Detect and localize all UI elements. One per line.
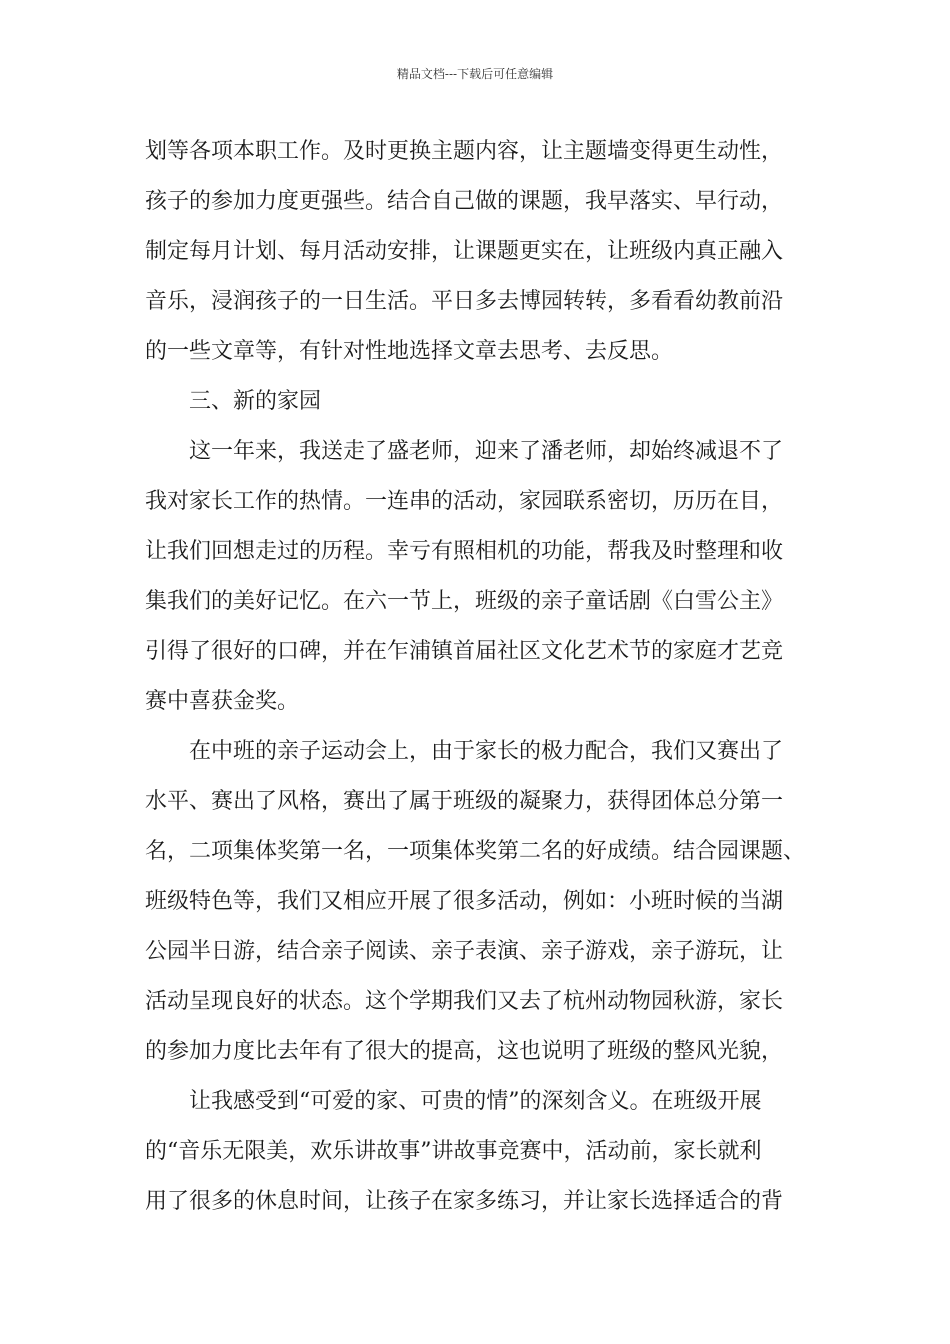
text-line: 引得了很好的口碑，并在乍浦镇首届社区文化艺术节的家庭才艺竞 bbox=[145, 639, 784, 664]
paragraph-start: 让我感受到“可爱的家、可贵的情”的深刻含义。在班级开展 bbox=[189, 1089, 762, 1114]
text-line: 赛中喜获金奖。 bbox=[145, 689, 300, 714]
text-line: 孩子的参加力度更强些。结合自己做的课题，我早落实、早行动， bbox=[145, 189, 784, 214]
page-header: 精品文档---下载后可任意编辑 bbox=[396, 67, 554, 81]
text-line: 用了很多的休息时间，让孩子在家多练习，并让家长选择适合的背 bbox=[145, 1189, 784, 1214]
text-line: 制定每月计划、每月活动安排，让课题更实在，让班级内真正融入 bbox=[145, 239, 784, 264]
text-line: 的参加力度比去年有了很大的提高，这也说明了班级的整风光貌， bbox=[145, 1039, 784, 1064]
paragraph-start: 在中班的亲子运动会上，由于家长的极力配合，我们又赛出了 bbox=[189, 739, 784, 764]
section-heading: 三、新的家园 bbox=[189, 389, 322, 414]
text-line: 的一些文章等，有针对性地选择文章去思考、去反思。 bbox=[145, 339, 674, 364]
text-line: 集我们的美好记忆。在六一节上，班级的亲子童话剧《白雪公主》 bbox=[145, 589, 784, 614]
text-line: 活动呈现良好的状态。这个学期我们又去了杭州动物园秋游，家长 bbox=[145, 989, 784, 1014]
text-line: 划等各项本职工作。及时更换主题内容，让主题墙变得更生动性， bbox=[145, 139, 784, 164]
text-line: 的“音乐无限美，欢乐讲故事”讲故事竞赛中，活动前，家长就利 bbox=[145, 1139, 762, 1164]
text-line: 名，二项集体奖第一名，一项集体奖第二名的好成绩。结合园课题、 bbox=[145, 839, 806, 864]
text-line: 让我们回想走过的历程。幸亏有照相机的功能，帮我及时整理和收 bbox=[145, 539, 784, 564]
paragraph-start: 这一年来，我送走了盛老师，迎来了潘老师，却始终减退不了 bbox=[189, 439, 784, 464]
text-line: 班级特色等，我们又相应开展了很多活动，例如：小班时候的当湖 bbox=[145, 889, 784, 914]
text-line: 公园半日游，结合亲子阅读、亲子表演、亲子游戏，亲子游玩，让 bbox=[145, 939, 784, 964]
text-line: 我对家长工作的热情。一连串的活动，家园联系密切，历历在目， bbox=[145, 489, 784, 514]
text-line: 音乐，浸润孩子的一日生活。平日多去博园转转，多看看幼教前沿 bbox=[145, 289, 784, 314]
text-line: 水平、赛出了风格，赛出了属于班级的凝聚力，获得团体总分第一 bbox=[145, 789, 784, 814]
document-body bbox=[145, 127, 809, 1227]
